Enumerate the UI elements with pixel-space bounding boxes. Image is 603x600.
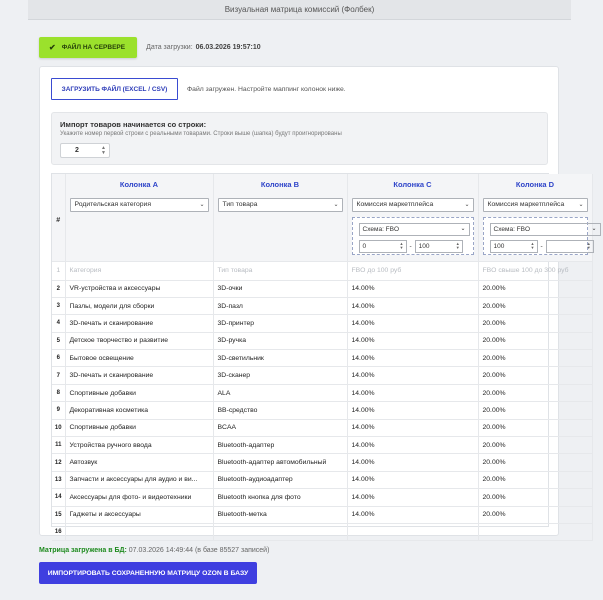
upload-date-label: Дата загрузки:	[146, 44, 193, 51]
category-cell: Запчасти и аксессуары для аудио и ви...	[65, 471, 213, 488]
table-row	[52, 437, 592, 454]
chevron-down-icon: ⌄	[464, 202, 470, 208]
import-matrix-button[interactable]: ИМПОРТИРОВАТЬ СОХРАНЕННУЮ МАТРИЦУ OZON В БАЗУ	[39, 562, 257, 584]
column-c-range-from[interactable]	[359, 240, 407, 253]
product-type-cell: 3D-пазл	[213, 297, 347, 314]
row-number: 3	[52, 297, 65, 314]
commission-c-cell: 14.00%	[347, 297, 478, 314]
commission-d-cell: 20.00%	[478, 384, 592, 401]
table-row	[52, 402, 592, 419]
upload-message: Файл загружен. Настройте маппинг колонок ниже.	[187, 85, 346, 93]
start-row-input[interactable]	[60, 143, 110, 158]
commission-d-cell	[478, 523, 592, 540]
chevron-down-icon: ⌄	[199, 202, 205, 208]
category-cell: Детское творчество и развитие	[65, 332, 213, 349]
commission-d-cell: 20.00%	[478, 419, 592, 436]
file-on-server-button[interactable]	[39, 37, 137, 58]
commission-c-cell: 14.00%	[347, 332, 478, 349]
row-number: 10	[52, 419, 65, 436]
commission-c-cell: 14.00%	[347, 384, 478, 401]
stepper-icon[interactable]: ▲ ▼	[586, 241, 591, 250]
product-type-cell: Bluetooth-метка	[213, 506, 347, 523]
stepper-icon[interactable]: ▲ ▼	[530, 241, 535, 250]
commission-d-cell: 20.00%	[478, 297, 592, 314]
table-row	[52, 471, 592, 488]
category-cell: Аксессуары для фото- и видеотехники	[65, 489, 213, 506]
column-c-mapping-select[interactable]	[352, 198, 474, 212]
column-b-mapping-select[interactable]	[218, 198, 343, 212]
import-start-title: Импорт товаров начинается со строки:	[60, 120, 207, 129]
product-type-cell: Bluetooth-адаптер	[213, 437, 347, 454]
page-title: Визуальная матрица комиссий (Фолбек)	[224, 5, 375, 14]
upload-file-button[interactable]: ЗАГРУЗИТЬ ФАЙЛ (EXCEL / CSV)	[51, 78, 178, 100]
row-number: 4	[52, 315, 65, 332]
commission-d-cell: 20.00%	[478, 332, 592, 349]
import-start-box	[51, 112, 548, 165]
commission-d-cell: 20.00%	[478, 471, 592, 488]
column-c-mapping-value: Комиссия маркетплейса	[356, 201, 434, 208]
row-number: 16	[52, 523, 65, 540]
category-cell: VR-устройства и аксессуары	[65, 280, 213, 297]
commission-d-cell: 20.00%	[478, 506, 592, 523]
row-number: 9	[52, 402, 65, 419]
row-number: 8	[52, 384, 65, 401]
table-row	[52, 332, 592, 349]
commission-c-cell: 14.00%	[347, 350, 478, 367]
start-row-value: 2	[75, 147, 79, 154]
commission-d-cell: 20.00%	[478, 280, 592, 297]
table-row	[52, 384, 592, 401]
table-row	[52, 315, 592, 332]
product-type-cell: ALA	[213, 384, 347, 401]
product-type-cell: BCAA	[213, 419, 347, 436]
product-type-cell	[213, 523, 347, 540]
column-a-title: Колонка A	[119, 180, 159, 189]
column-d-scheme-box	[483, 217, 597, 255]
commission-c-cell: 14.00%	[347, 419, 478, 436]
column-d-range	[490, 240, 594, 253]
mapping-panel	[39, 66, 597, 536]
column-c-range	[359, 240, 463, 253]
sample-cell: Категория	[65, 261, 213, 280]
category-cell: Гаджеты и аксессуары	[65, 506, 213, 523]
product-type-cell: Bluetooth-адаптер автомобильный	[213, 454, 347, 471]
upload-row	[51, 78, 346, 100]
column-d-range-from[interactable]	[490, 240, 538, 253]
row-number: 13	[52, 471, 65, 488]
category-cell: Спортивные добавки	[65, 419, 213, 436]
commission-c-cell	[347, 523, 478, 540]
column-b-header	[213, 174, 347, 261]
column-b-mapping-value: Тип товара	[222, 201, 258, 208]
mapping-table	[52, 174, 597, 541]
commission-c-cell: 14.00%	[347, 489, 478, 506]
commission-d-cell: 20.00%	[478, 454, 592, 471]
column-c-scheme-box	[352, 217, 474, 255]
product-type-cell: Bluetooth кнопка для фото	[213, 489, 347, 506]
commission-c-cell: 14.00%	[347, 437, 478, 454]
column-a-mapping-value: Родительская категория	[74, 201, 152, 208]
product-type-cell: 3D-очки	[213, 280, 347, 297]
category-cell: Пазлы, модели для сборки	[65, 297, 213, 314]
db-status-label: Матрица загружена в БД:	[39, 547, 127, 554]
row-number: 14	[52, 489, 65, 506]
product-type-cell: 3D-сканер	[213, 367, 347, 384]
product-type-cell: 3D-принтер	[213, 315, 347, 332]
chevron-down-icon: ⌄	[333, 202, 339, 208]
row-number: 6	[52, 350, 65, 367]
chevron-down-icon: ⌄	[460, 226, 466, 232]
stepper-icon[interactable]: ▲ ▼	[101, 145, 106, 156]
table-row	[52, 297, 592, 314]
sample-cell: FBO свыше 100 до 300 руб	[478, 261, 592, 280]
column-d-range-from-value: 100	[493, 243, 505, 250]
category-cell: Декоративная косметика	[65, 402, 213, 419]
column-d-scheme-value: Схема: FBO	[493, 226, 531, 233]
row-number-header: #	[52, 174, 65, 261]
product-type-cell: 3D-светильник	[213, 350, 347, 367]
stepper-icon[interactable]: ▲ ▼	[399, 241, 404, 250]
table-row	[52, 280, 592, 297]
commission-c-cell: 14.00%	[347, 471, 478, 488]
db-status-value: 07.03.2026 14:49:44 (в базе 85527 записей)	[128, 547, 270, 554]
column-d-header	[478, 174, 597, 261]
category-cell: Спортивные добавки	[65, 384, 213, 401]
column-c-header	[347, 174, 478, 261]
page-header	[28, 0, 571, 20]
column-d-range-to[interactable]	[546, 240, 594, 253]
table-row	[52, 506, 592, 523]
range-dash: -	[540, 243, 543, 250]
column-c-range-to[interactable]	[415, 240, 463, 253]
commission-c-cell: 14.00%	[347, 315, 478, 332]
column-d-scheme-select[interactable]	[490, 223, 601, 236]
chevron-down-icon: ⌄	[578, 202, 584, 208]
file-status-row	[39, 37, 261, 58]
commission-c-cell: 14.00%	[347, 367, 478, 384]
commission-d-cell: 20.00%	[478, 437, 592, 454]
commission-d-cell: 20.00%	[478, 402, 592, 419]
table-row	[52, 367, 592, 384]
column-c-scheme-select[interactable]	[359, 223, 470, 236]
product-type-cell: BB-средство	[213, 402, 347, 419]
commission-d-cell: 20.00%	[478, 367, 592, 384]
column-b-title: Колонка B	[260, 180, 300, 189]
column-d-mapping-value: Комиссия маркетплейса	[487, 201, 565, 208]
row-number: 2	[52, 280, 65, 297]
stepper-icon[interactable]: ▲ ▼	[455, 241, 460, 250]
column-d-title: Колонка D	[515, 180, 555, 189]
column-c-title: Колонка C	[393, 180, 432, 189]
file-on-server-label: ФАЙЛ НА СЕРВЕРЕ	[61, 44, 126, 51]
sample-cell: Тип товара	[213, 261, 347, 280]
column-c-range-from-value: 0	[362, 243, 367, 250]
commission-c-cell: 14.00%	[347, 454, 478, 471]
row-number: 11	[52, 437, 65, 454]
category-cell: Автозвук	[65, 454, 213, 471]
commission-d-cell: 20.00%	[478, 350, 592, 367]
row-number: 1	[52, 261, 65, 280]
sample-header-row	[52, 261, 592, 280]
check-icon: ✔	[49, 43, 56, 52]
row-number: 7	[52, 367, 65, 384]
commission-d-cell: 20.00%	[478, 489, 592, 506]
upload-date-value: 06.03.2026 19:57:10	[195, 44, 261, 51]
category-cell: 3D-печать и сканирование	[65, 367, 213, 384]
column-c-scheme-value: Схема: FBO	[362, 226, 400, 233]
column-c-range-to-value: 100	[418, 243, 430, 250]
category-cell: Устройства ручного ввода	[65, 437, 213, 454]
table-row	[52, 489, 592, 506]
product-type-cell: Bluetooth-аудиоадаптер	[213, 471, 347, 488]
sample-cell: FBO до 100 руб	[347, 261, 478, 280]
product-type-cell: 3D-ручка	[213, 332, 347, 349]
commission-d-cell: 20.00%	[478, 315, 592, 332]
commission-c-cell: 14.00%	[347, 402, 478, 419]
category-cell: Бытовое освещение	[65, 350, 213, 367]
category-cell: 3D-печать и сканирование	[65, 315, 213, 332]
range-dash: -	[409, 243, 412, 250]
column-d-mapping-select[interactable]	[483, 198, 588, 212]
row-number: 5	[52, 332, 65, 349]
table-row	[52, 350, 592, 367]
row-number: 12	[52, 454, 65, 471]
column-a-header	[65, 174, 213, 261]
column-a-mapping-select[interactable]	[70, 198, 209, 212]
db-status	[39, 547, 269, 554]
category-cell	[65, 523, 213, 540]
table-row	[52, 523, 592, 540]
table-row	[52, 419, 592, 436]
commission-c-cell: 14.00%	[347, 506, 478, 523]
chevron-down-icon: ⌄	[591, 226, 597, 232]
row-number: 15	[52, 506, 65, 523]
table-row	[52, 454, 592, 471]
import-start-hint: Укажите номер первой строки с реальными товарами. Строки выше (шапка) будут проигнорированы	[60, 131, 342, 137]
commission-c-cell: 14.00%	[347, 280, 478, 297]
mapping-table-container[interactable]	[51, 173, 597, 536]
